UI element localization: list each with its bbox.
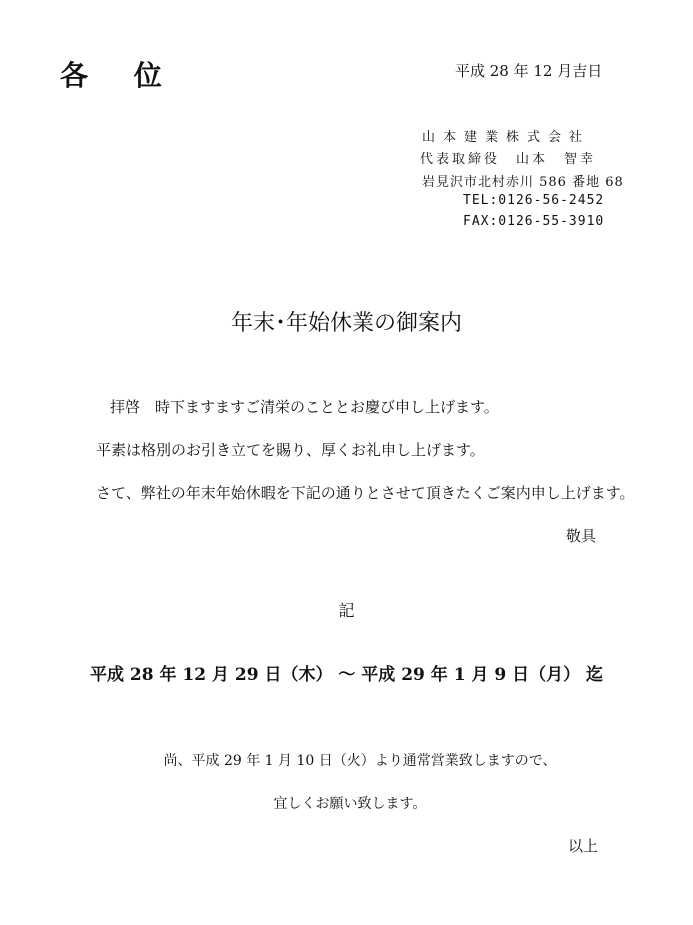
sender-company: 山本建業株式会社 <box>422 130 591 145</box>
sender-representative: 代表取締役 山本 智幸 <box>420 152 597 167</box>
note-line-2: 宜しくお願い致します。 <box>273 796 427 812</box>
sender-address: 岩見沢市北村赤川 586 番地 68 <box>422 175 624 190</box>
note-line-1: 尚、平成 29 年 1 月 10 日（火）より通常営業致しますので、 <box>163 753 557 769</box>
body-paragraph-3: さて、弊社の年末年始休暇を下記の通りとさせて頂きたくご案内申し上げます。 <box>96 484 635 502</box>
letter-date: 平成 28 年 12 月吉日 <box>455 62 603 80</box>
sender-tel: TEL:0126-56-2452 <box>463 193 605 208</box>
end-ijo: 以上 <box>568 837 599 855</box>
addressee: 各 位 <box>60 59 180 92</box>
letter-title: 年末･年始休業の御案内 <box>230 311 462 336</box>
closing-keigu: 敬具 <box>566 527 597 545</box>
ki-heading: 記 <box>338 601 355 620</box>
holiday-period: 平成 28 年 12 月 29 日（木） ～ 平成 29 年 1 月 9 日（月） 迄 <box>89 665 604 685</box>
body-paragraph-1: 拝啓 時下ますますご清栄のこととお慶び申し上げます。 <box>110 398 499 416</box>
body-paragraph-2: 平素は格別のお引き立てを賜り、厚くお礼申し上げます。 <box>96 441 485 459</box>
sender-fax: FAX:0126-55-3910 <box>463 214 605 229</box>
